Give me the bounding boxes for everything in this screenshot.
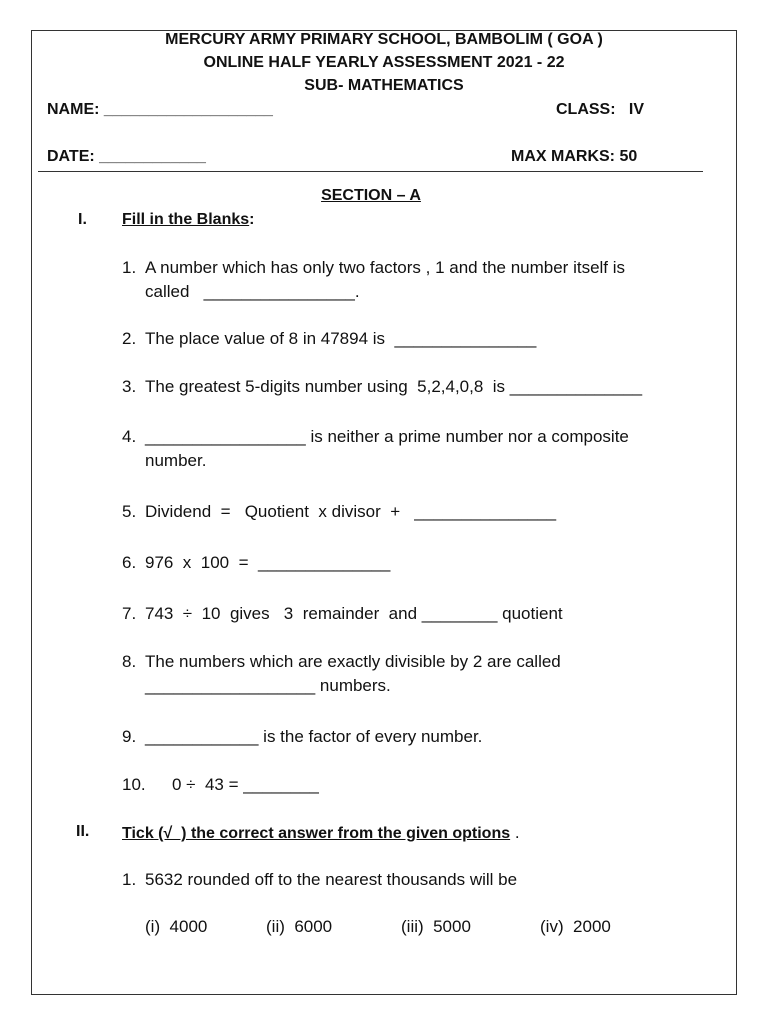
part2-numeral: II. [76, 823, 90, 840]
question-text: 743 ÷ 10 gives 3 remainder and ________ quotient [145, 604, 563, 623]
option-ii: (ii) 6000 [266, 917, 333, 936]
school-name: MERCURY ARMY PRIMARY SCHOOL, BAMBOLIM ( GOA ) [165, 31, 603, 48]
class-field: CLASS: IV [556, 101, 645, 118]
question-text: The greatest 5-digits number using 5,2,4,0,8 is ______________ [145, 377, 643, 396]
exam-title: ONLINE HALF YEARLY ASSESSMENT 2021 - 22 [203, 54, 565, 71]
question-text: ____________ is the factor of every number. [145, 727, 483, 746]
question-text-cont: number. [145, 451, 207, 470]
question-number: 1. [122, 258, 137, 277]
max-marks: MAX MARKS: 50 [511, 148, 638, 165]
part2-heading [122, 823, 520, 843]
part1-heading [122, 211, 254, 229]
question-text-cont: __________________ numbers. [145, 676, 391, 695]
subject-title: SUB- MATHEMATICS [304, 77, 464, 94]
section-title: SECTION – A [321, 187, 421, 204]
part1-title-suffix: : [249, 211, 255, 228]
part2-title-suffix: . [510, 823, 520, 842]
question-number: 9. [122, 727, 137, 746]
question-text: 976 x 100 = ______________ [145, 553, 391, 572]
question-number: 1. [122, 870, 137, 889]
question-text: _________________ is neither a prime number nor a composite [145, 427, 629, 446]
question-text-cont: called ________________. [145, 282, 360, 301]
option-iv: (iv) 2000 [540, 917, 611, 936]
part1-title: Fill in the Blanks [122, 211, 250, 228]
part1-numeral: I. [78, 211, 87, 228]
header-divider [38, 171, 703, 172]
question-number: 3. [122, 377, 137, 396]
question-number: 10. [122, 775, 146, 794]
question-number: 6. [122, 553, 137, 572]
part2-title: Tick (√ ) the correct answer from the given options [122, 825, 511, 842]
option-iii: (iii) 5000 [401, 917, 471, 936]
question-number: 4. [122, 427, 137, 446]
question-text: 0 ÷ 43 = ________ [172, 775, 319, 794]
question-text: 5632 rounded off to the nearest thousands will be [145, 870, 518, 889]
question-number: 7. [122, 604, 137, 623]
question-number: 5. [122, 502, 137, 521]
option-i: (i) 4000 [145, 917, 208, 936]
name-field: NAME: ___________________ [47, 101, 273, 118]
question-number: 2. [122, 329, 137, 348]
question-text: Dividend = Quotient x divisor + _______________ [145, 502, 557, 521]
date-field: DATE: ____________ [47, 148, 206, 165]
question-text: A number which has only two factors , 1 and the number itself is [145, 258, 626, 277]
question-number: 8. [122, 652, 137, 671]
question-text: The place value of 8 in 47894 is _______________ [145, 329, 537, 348]
question-text: The numbers which are exactly divisible by 2 are called [145, 652, 561, 671]
